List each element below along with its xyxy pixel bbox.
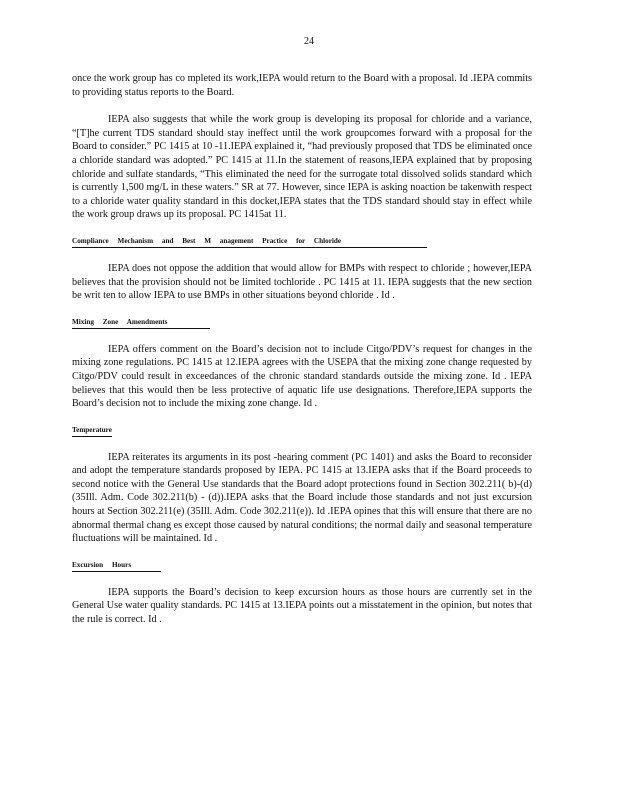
paragraph-excursion-hours: IEPA supports the Board’s decision to keep excursion hours as those hours are currently set in the General Use water quality standards. PC 1415 at 13.IEPA points out a misstatement in the opinion, but notes that the rule is correct. Id . xyxy=(72,586,532,626)
paragraph-bmps: IEPA does not oppose the addition that would allow for BMPs with respect to chloride ; however,IEPA believes that the provision should not be limited tochloride . PC 1415 at 11. IEPA suggests that the new section be writ ten to allow IEPA to use BMPs in other situations beyond chloride . Id . xyxy=(72,262,532,302)
heading-temperature-text: Temperature xyxy=(72,425,112,434)
section-heading-mixing-zone xyxy=(72,317,210,329)
section-heading-excursion-hours xyxy=(72,560,161,572)
heading-compliance-text: Compliance Mechanism and Best M anagement Practice for Chloride xyxy=(72,236,342,245)
heading-excursion-hours-text: Excursion Hours xyxy=(72,560,132,569)
paragraph-temperature: IEPA reiterates its arguments in its post -hearing comment (PC 1401) and asks the Board to reconsider and adopt the temperature standards proposed by IEPA. PC 1415 at 13.IEPA asks that if the Board proceeds to second notice with the General Use standards that the Board adopt protections found in Section 302.211( b)-(d) (35Ill. Adm. Code 302.211(b) - (d)).IEPA asks that the Board include those standards and not just excursion hours at Section 302.211(e) (35Ill. Adm. Code 302.211(e)). Id .IEPA opines that this will ensure that there are no abnormal thermal chang es except those caused by natural conditions; the normal daily and seasonal temperature fluctuations will be maintained. Id . xyxy=(72,451,532,545)
document-body xyxy=(72,72,532,627)
paragraph-tds-standard: IEPA also suggests that while the work group is developing its proposal for chloride and a variance, “[T]he current TDS standard should stay ineffect until the work groupcomes forward with a proposal for the Board to consider.” PC 1415 at 10 -11.IEPA explained it, “had previously proposed that TDS be eliminated once a chloride standard was adopted.” PC 1415 at 11.In the statement of reasons,IEPA explained that by proposing chloride and sulfate standards, “This eliminated the need for the surrogate total dissolved solids standard which is currently 1,500 mg/L in these waters.” SR at 77. However, since IEPA is asking noaction be takenwith respect to a chloride water quality standard in this docket,IEPA states that the TDS standard should stay in effect while the work group draws up its proposal. PC 1415at 11. xyxy=(72,114,532,221)
section-heading-temperature xyxy=(72,425,112,437)
page-number: 24 xyxy=(304,36,314,47)
heading-mixing-zone-text: Mixing Zone Amendments xyxy=(72,317,168,326)
section-heading-compliance xyxy=(72,236,427,248)
paragraph-mixing-zone: IEPA offers comment on the Board’s decision not to include Citgo/PDV’s request for changes in the mixing zone regulations. PC 1415 at 12.IEPA agrees with the USEPA that the mixing zone change requested by Citgo/PDV could result in exceedances of the chronic standard standards outside the mixing zone. Id . IEPA believes that this would then be less protective of aquatic life use designations. Therefore,IEPA supports the Board’s decision not to include the mixing zone change. Id . xyxy=(72,343,532,410)
paragraph-continuation: once the work group has co mpleted its work,IEPA would return to the Board with a proposal. Id .IEPA commits to providing status reports to the Board. xyxy=(72,73,532,98)
